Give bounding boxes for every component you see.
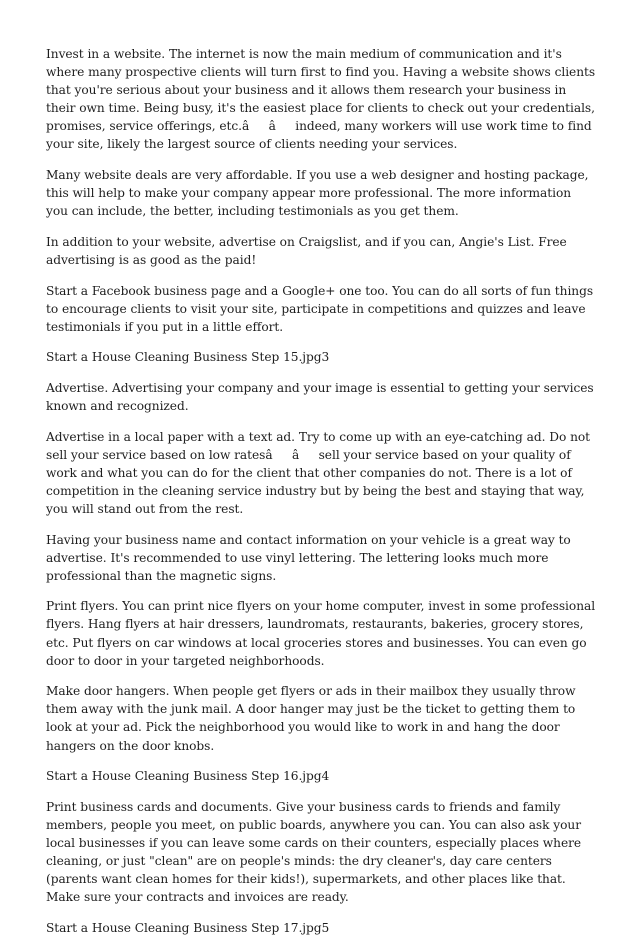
image-caption-step-15: Start a House Cleaning Business Step 15.jpg3	[46, 350, 330, 365]
image-caption-step-17: Start a House Cleaning Business Step 17.jpg5	[46, 920, 330, 935]
paragraph-facebook: Start a Facebook business page and a Google+ one too. You can do all sorts of fun things to encourage clients to visit your site, participate in competitions and quizzes and leave testimonials if you put in a little effort.	[46, 283, 594, 334]
paragraph-print-flyers: Print flyers. You can print nice flyers on your home computer, invest in some professional flyers. Hang flyers at hair dressers, laundromats, restaurants, bakeries, grocery stores, etc. Put flyers on car windows at local groceries stores and businesses. You can even go door to door in your targeted neighborhoods.	[46, 599, 596, 668]
paragraph-business-cards: Print business cards and documents. Give your business cards to friends and family members, people you meet, on public boards, anywhere you can. You can also ask your local businesses if you can leave some cards on their counters, especially places where cleaning, or just "clean" are on people's minds: the dry cleaner's, day care centers (parents want clean homes for their kids!), supermarkets, and other places like that. Make sure your contracts and invoices are ready.	[46, 799, 582, 905]
paragraph-invest-website: Invest in a website. The internet is now the main medium of communication and it's where many prospective clients will turn first to find you. Having a website shows clients that you're serious about your business and it allows them research your business in their own time. Being busy, it's the easiest place for clients to check out your credentials, promises, service offerings, etc.ââindeed, many workers will use work time to find your site, likely the largest source of clients needing your services.	[46, 47, 596, 152]
paragraph-door-hangers: Make door hangers. When people get flyers or ads in their mailbox they usually throw them away with the junk mail. A door hanger may just be the ticket to getting them to look at your ad. Pick the neighborhood you would like to work in and hang the door hangers on the door knobs.	[46, 684, 576, 753]
document-page	[46, 45, 596, 949]
paragraph-website-deals: Many website deals are very affordable. If you use a web designer and hosting package, this will help to make your company appear more professional. The more information you can include, the better, including testimonials as you get them.	[46, 168, 589, 219]
image-caption-step-16: Start a House Cleaning Business Step 16.jpg4	[46, 769, 330, 784]
paragraph-advertise: Advertise. Advertising your company and your image is essential to getting your services known and recognized.	[46, 380, 594, 413]
paragraph-local-paper: Advertise in a local paper with a text ad. Try to come up with an eye-catching ad. Do not sell your service based on low ratesââsell your service based on your quality of work and what you can do for the client that other companies do not. There is a lot of competition in the cleaning service industry but by being the best and staying that way, you will stand out from the rest.	[46, 429, 591, 516]
paragraph-vehicle: Having your business name and contact information on your vehicle is a great way to advertise. It's recommended to use vinyl lettering. The lettering looks much more professional than the magnetic signs.	[46, 532, 571, 583]
paragraph-craigslist: In addition to your website, advertise on Craigslist, and if you can, Angie's List. Free advertising is as good as the paid!	[46, 234, 567, 267]
